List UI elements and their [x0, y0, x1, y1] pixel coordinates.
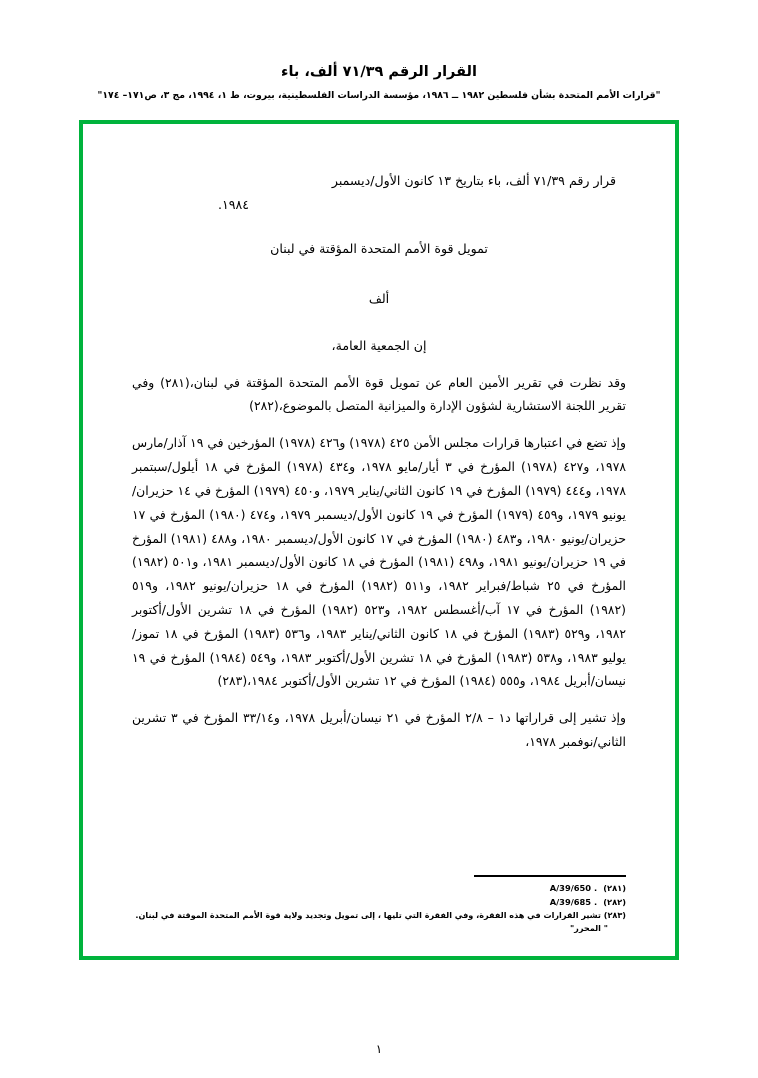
document-header [40, 62, 718, 102]
page-title: القرار الرقم ٧١/٣٩ ألف، باء [281, 64, 477, 80]
footnote-1-text: A/39/650 . [549, 883, 598, 894]
green-border-frame [79, 120, 679, 960]
resolution-subject: تمويل قوة الأمم المتحدة المؤقتة في لبنان [270, 241, 488, 257]
footnote-3 [132, 909, 626, 935]
resolution-heading-line-2: ١٩٨٤. [218, 197, 250, 213]
footnote-1-number: (٢٨١) [603, 883, 626, 894]
page-number: ١ [375, 1042, 383, 1056]
footnote-3-number: (٢٨٣) [603, 910, 626, 921]
footnote-rule [474, 875, 626, 877]
footnote-3-text: تشير القرارات في هذه الفقرة، وفي الفقرة التي تليها ، إلى تمويل وتجديد ولاية قوة الأمم المتحدة الموقتة في لبنان. " المحرر" [135, 910, 608, 934]
paragraph-2: وإذ تضع في اعتبارها قرارات مجلس الأمن ٤٢٥ (١٩٧٨) و٤٢٦ (١٩٧٨) المؤرخين في ١٩ آذار/مارس ١٩٧٨، و٤٢٧ (١٩٧٨) المؤرخ في ٣ أيار/مايو ١٩٧٨، و٤٣٤ (١٩٧٨) المؤرخ في ١٨ أيلول/سبتمبر ١٩٧٨، و٤٤٤ (١٩٧٩) المؤرخ في ١٩ كانون الثاني/يناير ١٩٧٩، و٤٥٠ (١٩٧٩) المؤرخ في ١٤ حزيران/يونيو ١٩٧٩، و٤٥٩ (١٩٧٩) المؤرخ في ١٩ كانون الأول/ديسمبر ١٩٧٩، و٤٧٤ (١٩٨٠) المؤرخ في ١٧ حزيران/يونيو ١٩٨٠، و٤٨٣ (١٩٨٠) المؤرخ في ١٧ كانون الأول/ديسمبر ١٩٨٠، و٤٨٨ (١٩٨١) المؤرخ في ١٩ حزيران/يونيو ١٩٨١، و٤٩٨ (١٩٨١) المؤرخ في ١٨ كانون الأول/ديسمبر ١٩٨١، و٥٠١ (١٩٨٢) المؤرخ في ٢٥ شباط/فبراير ١٩٨٢، و٥١١ (١٩٨٢) المؤرخ في ١٨ حزيران/يونيو ١٩٨٢، و٥١٩ (١٩٨٢) المؤرخ في ١٧ آب/أغسطس ١٩٨٢، و٥٢٣ (١٩٨٢) المؤرخ في ١٨ تشرين الأول/أكتوبر ١٩٨٢، و٥٢٩ (١٩٨٣) المؤرخ في ١٨ كانون الثاني/يناير ١٩٨٣، و٥٣٦ (١٩٨٣) المؤرخ في ١٨ تموز/يوليو ١٩٨٣، و٥٣٨ (١٩٨٣) المؤرخ في ١٨ تشرين الأول/أكتوبر ١٩٨٣، و٥٤٩ (١٩٨٤) المؤرخ في ١٩ نيسان/أبريل ١٩٨٤، و٥٥٥ (١٩٨٤) المؤرخ في ١٢ تشرين الأول/أكتوبر ١٩٨٤،(٢٨٣) [132, 435, 627, 689]
resolution-body [132, 169, 626, 754]
footnote-2 [132, 896, 626, 910]
frame-content [87, 128, 671, 952]
footnote-1 [132, 882, 626, 896]
resolution-heading-line-1: قرار رقم ٧١/٣٩ ألف، باء بتاريخ ١٣ كانون الأول/ديسمبر [331, 173, 616, 189]
footnotes-block [132, 875, 626, 935]
assembly-line: إن الجمعية العامة، [331, 337, 427, 353]
footnote-2-number: (٢٨٢) [603, 896, 626, 907]
paragraph-1: وقد نظرت في تقرير الأمين العام عن تمويل قوة الأمم المتحدة المؤقتة في لبنان،(٢٨١) وفي تقرير اللجنة الاستشارية لشؤون الإدارة والميزانية المتصل بالموضوع،(٢٨٢) [132, 374, 626, 414]
section-letter: ألف [368, 291, 390, 307]
resolution-heading [132, 169, 626, 217]
footnote-2-text: A/39/685 . [549, 896, 598, 907]
source-citation: "قرارات الأمم المتحدة بشأن فلسطين ١٩٨٢ ــ ١٩٨٦، مؤسسة الدراسات الفلسطينية، بيروت، ط ١، ١٩٩٤، مج ٣، ص١٧١– ١٧٤" [97, 90, 661, 102]
paragraph-3: وإذ تشير إلى قراراتها د‍١ – ٢/٨ المؤرخ في ٢١ نيسان/أبريل ١٩٧٨، و٣٣/١٤ المؤرخ في ٣ تشرين الثاني/نوفمبر ١٩٧٨، [132, 710, 626, 750]
